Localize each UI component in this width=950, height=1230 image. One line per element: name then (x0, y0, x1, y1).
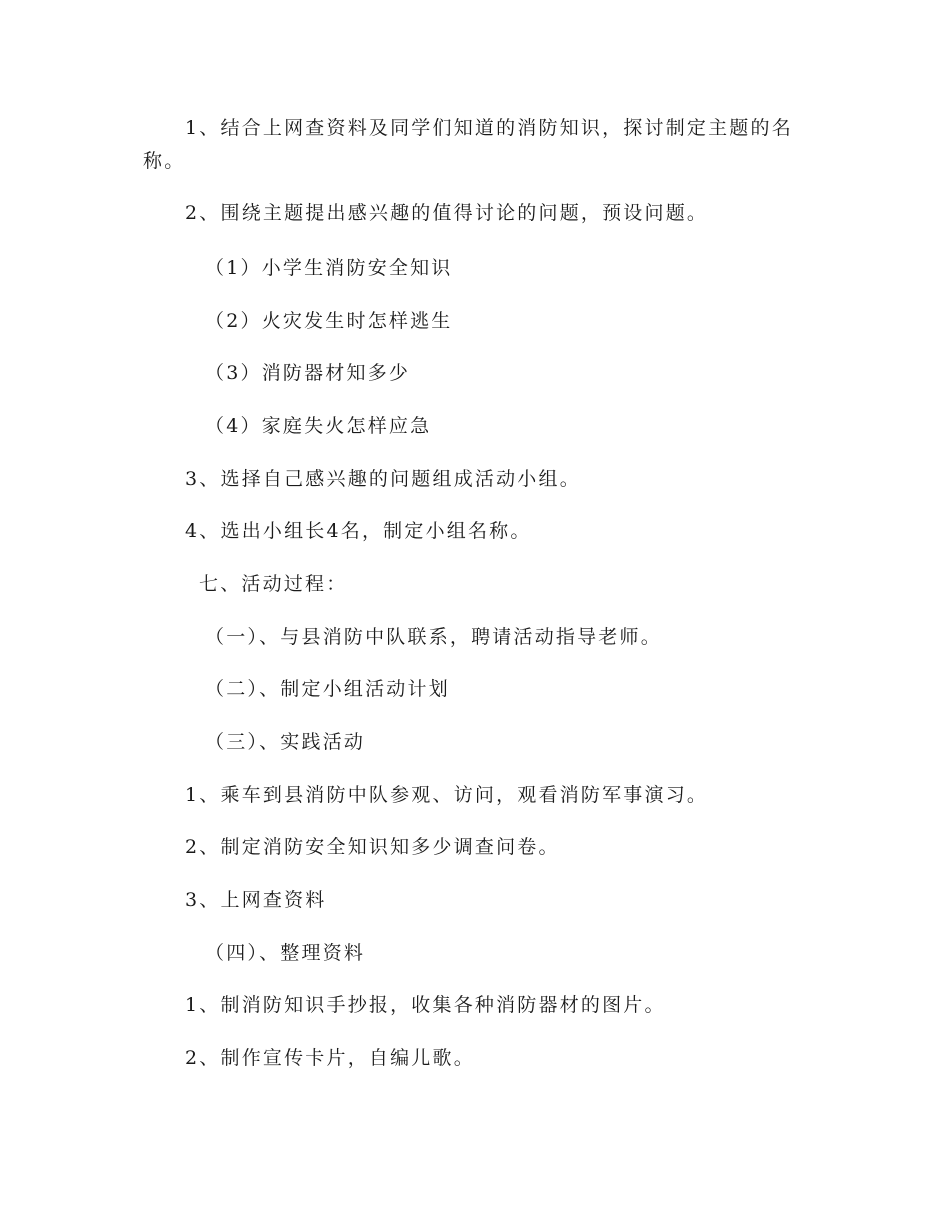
step-1: （一）、与县消防中队联系，聘请活动指导老师。 (205, 626, 662, 648)
step-4: （四）、整理资料 (205, 942, 366, 964)
step-3: （三）、实践活动 (205, 731, 366, 753)
paragraph-3: 3、选择自己感兴趣的问题组成活动小组。 (185, 468, 581, 490)
activity-item-2: 2、制定消防安全知识知多少调查问卷。 (185, 836, 560, 858)
list-item-4: （4）家庭失火怎样应急 (205, 415, 432, 437)
paragraph-1: 1、结合上网查资料及同学们知道的消防知识，探讨制定主题的名称。 (143, 117, 793, 172)
organize-item-1: 1、制消防知识手抄报，收集各种消防器材的图片。 (185, 994, 666, 1016)
organize-item-2: 2、制作宣传卡片，自编儿歌。 (185, 1047, 475, 1069)
paragraph-4: 4、选出小组长4名，制定小组名称。 (185, 520, 532, 542)
list-item-3: （3）消防器材知多少 (205, 362, 411, 384)
activity-item-3: 3、上网查资料 (185, 889, 327, 911)
section-heading: 七、活动过程： (199, 573, 348, 595)
activity-item-1: 1、乘车到县消防中队参观、访问，观看消防军事演习。 (185, 784, 709, 806)
paragraph-2: 2、围绕主题提出感兴趣的值得讨论的问题，预设问题。 (185, 202, 709, 224)
list-item-1: （1）小学生消防安全知识 (205, 257, 453, 279)
step-2: （二）、制定小组活动计划 (205, 678, 450, 700)
list-item-2: （2）火灾发生时怎样逃生 (205, 310, 453, 332)
